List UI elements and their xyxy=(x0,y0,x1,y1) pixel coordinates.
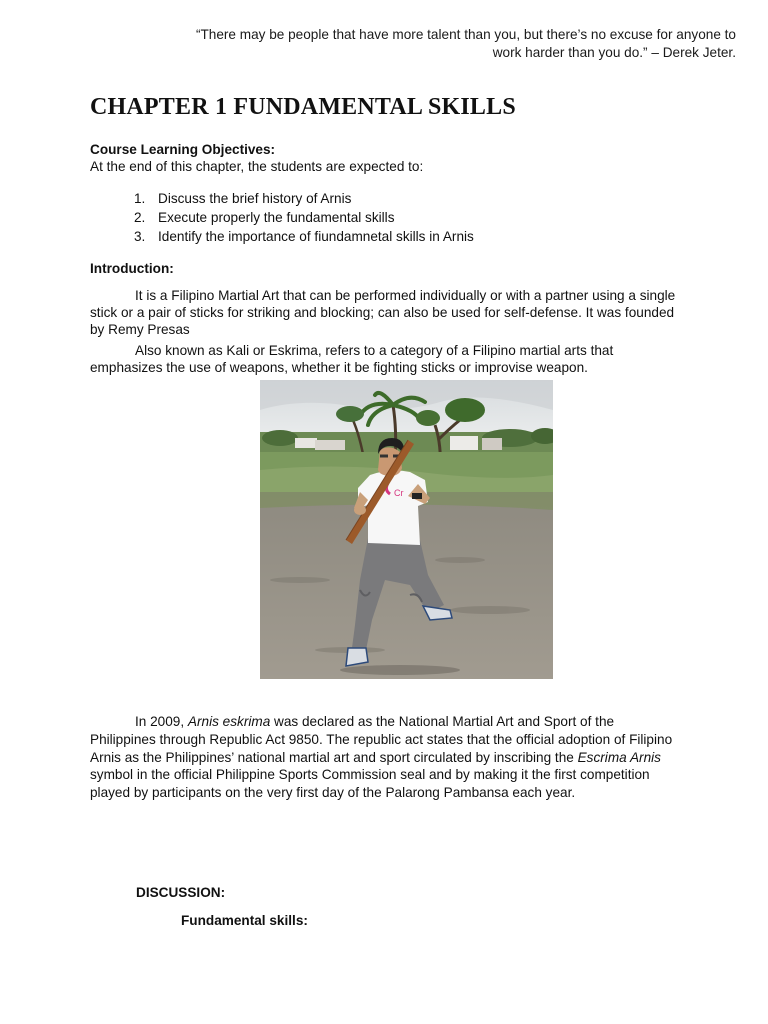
fundamental-skills-heading: Fundamental skills: xyxy=(181,913,308,928)
history-text-3: symbol in the official Philippine Sports Commission seal and by making it the first competition played by participants on the very first day of the Palarong Pambansa each year. xyxy=(90,767,650,801)
objectives-section xyxy=(90,141,680,175)
list-item xyxy=(134,227,474,246)
list-item-number: 2. xyxy=(134,210,146,225)
list-item-text: Discuss the brief history of Arnis xyxy=(158,191,352,206)
introduction-paragraph-2: Also known as Kali or Eskrima, refers to a category of a Filipino martial arts that emphasizes the use of weapons, whether it be fighting sticks or improvise weapon. xyxy=(90,343,614,375)
quote-line-1: “There may be people that have more talent than you, but there’s no excuse for anyone to xyxy=(195,27,736,42)
objectives-list xyxy=(134,189,474,246)
arnis-practitioner-photo xyxy=(260,380,553,679)
list-item-number: 3. xyxy=(134,229,146,244)
discussion-heading: DISCUSSION: xyxy=(136,885,226,900)
objectives-heading: Course Learning Objectives: xyxy=(90,142,276,157)
objectives-lead: At the end of this chapter, the students are expected to: xyxy=(90,159,424,174)
history-text-1: In 2009, xyxy=(135,714,188,729)
list-item xyxy=(134,208,474,227)
list-item-text: Execute properly the fundamental skills xyxy=(158,210,395,225)
list-item-text: Identify the importance of fiundamnetal skills in Arnis xyxy=(158,229,474,244)
photo-illustration xyxy=(260,380,553,679)
introduction-heading: Introduction: xyxy=(90,261,174,276)
history-text-2: was declared as the National Martial Art and Sport of the Philippines through Republic Act 9850. The republic act states that the official adoption of Filipino Arnis as the Philippines’ national martial art and sport circulated by inscribing the xyxy=(90,714,673,765)
introduction-paragraph-1: It is a Filipino Martial Art that can be performed individually or with a partner using a single stick or a pair of sticks for striking and blocking; can also be used for self-defense. It was founded by Remy Presas xyxy=(90,288,676,337)
list-item-number: 1. xyxy=(134,191,146,206)
epigraph-quote xyxy=(176,26,736,62)
history-italic-arnis-eskrima: Arnis eskrima xyxy=(187,714,271,729)
history-italic-escrima-arnis: Escrima Arnis xyxy=(577,749,661,765)
quote-line-2: work harder than you do.” – Derek Jeter. xyxy=(492,45,736,60)
history-paragraph xyxy=(90,713,680,802)
chapter-title: CHAPTER 1 FUNDAMENTAL SKILLS xyxy=(90,94,516,120)
shirt-logo: Cr xyxy=(394,488,404,498)
list-item xyxy=(134,189,474,208)
